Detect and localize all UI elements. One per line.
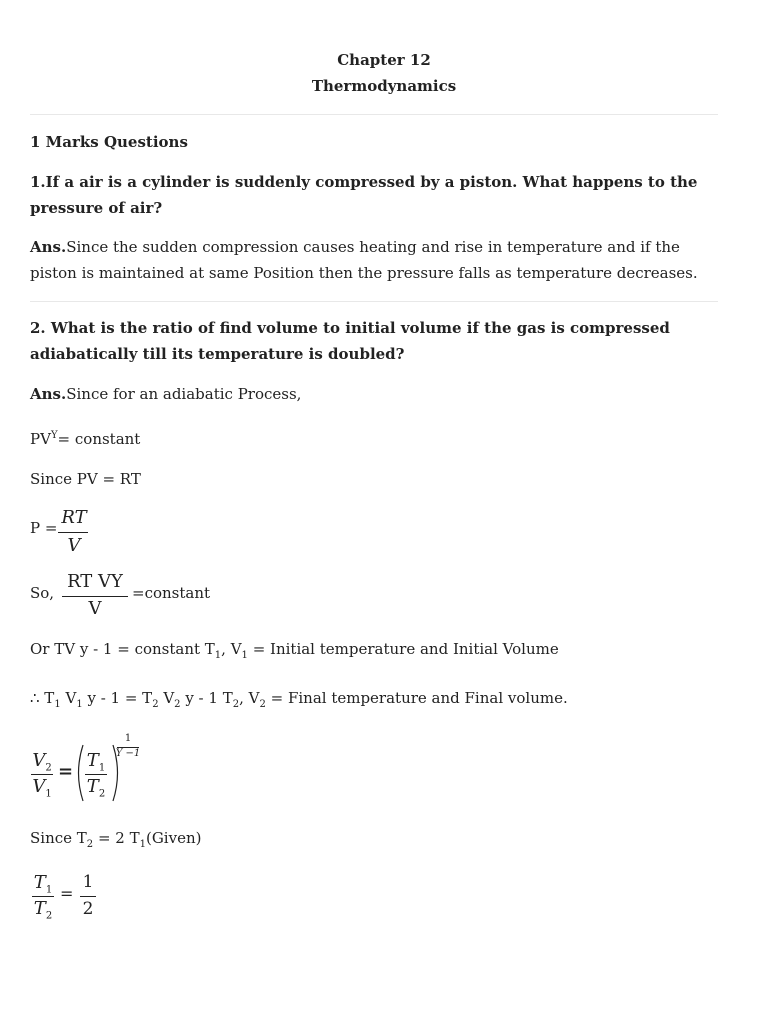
question-2: 2. What is the ratio of find volume to initial volume if the gas is compressed adiabatically till its temperature is doubled? [30,319,670,363]
text-run: = Final temperature and Final volume. [265,689,568,707]
eq-pv-base: PV [30,430,51,448]
fraction-bar [32,896,54,897]
text-run: ∴ T [30,689,55,707]
text-run: (Given) [145,829,202,847]
exponent-denominator: Y −1 [115,748,141,759]
answer-label: Ans. [30,385,67,403]
subscript: 1 [139,839,146,850]
answer-label: Ans. [30,238,67,256]
so-fraction-denominator: V [88,598,102,619]
one-numerator: 1 [82,872,94,892]
symbol: T [33,898,46,919]
text-run: = 2 T [93,829,140,847]
section-title: 1 Marks Questions [30,133,188,151]
text-run: V [60,689,77,707]
divider [30,114,718,115]
subscript: 2 [45,910,53,922]
text-run: , V [239,689,260,707]
subscript: 1 [54,699,61,710]
subscript: 1 [214,650,222,661]
t1-numerator [85,750,107,774]
answer-2-intro [30,382,720,408]
equation-pv-gamma [30,427,720,453]
symbol: T [33,872,46,893]
text-run: Or TV y - 1 = constant T [30,640,215,658]
p-fraction-denominator: V [67,535,81,556]
fraction-bar [85,774,107,775]
subscript: 2 [259,699,266,710]
p-equals-label: P = [30,519,58,537]
eq-pv-exponent: Y [50,430,58,441]
subscript: 1 [45,788,52,800]
eq-pv-rest: = constant [57,430,141,448]
fraction-bar [31,774,53,775]
subscript: 2 [174,699,181,710]
subscript: 2 [45,762,52,774]
text-run: , V [221,640,242,658]
since-pv-rt: Since PV = RT [30,470,141,488]
t2-denominator [32,898,54,922]
symbol: T [86,776,99,797]
divider [30,301,718,302]
subscript: 2 [86,839,94,850]
fraction-bar [80,896,96,897]
equals-sign: = [58,761,74,782]
text-run: V [158,689,175,707]
answer-1 [30,235,720,286]
symbol: T [86,750,99,771]
symbol: V [32,750,46,771]
or-tv-line [30,637,720,663]
subscript: 1 [241,650,248,661]
therefore-line [30,686,720,712]
text-run: y - 1 T [180,689,233,707]
subscript: 1 [98,762,106,774]
answer-1-text: Since the sudden compression causes heating and rise in temperature and if the piston is maintained at same Position then the pressure falls as temperature decreases. [30,238,698,282]
text-run: = Initial temperature and Initial Volume [247,640,559,658]
answer-2-intro-text: Since for an adiabatic Process, [66,385,302,403]
question-1: 1.If a air is a cylinder is suddenly compressed by a piston. What happens to the pressure of air? [30,173,698,217]
symbol: V [32,776,46,797]
exponent-numerator: 1 [124,733,132,744]
fraction-bar [58,532,88,533]
so-constant: =constant [132,584,211,602]
two-denominator: 2 [82,899,94,919]
so-fraction-numerator: RT VY [67,571,123,592]
so-label: So, [30,584,55,602]
subscript: 2 [152,699,159,710]
subject-heading: Thermodynamics [311,77,457,95]
t1-numerator [32,872,54,896]
subscript: 1 [45,884,53,896]
chapter-heading: Chapter 12 [337,51,431,69]
p-fraction-numerator: RT [61,507,87,528]
text-run: Since T [30,829,87,847]
since-t2-line [30,826,720,852]
fraction-bar [62,596,128,597]
t2-denominator [85,776,107,800]
text-run: y - 1 = T [82,689,153,707]
v2-numerator [31,750,53,774]
v1-denominator [31,776,53,800]
subscript: 1 [76,699,83,710]
equals-sign: = [60,884,74,903]
subscript: 2 [232,699,240,710]
subscript: 2 [98,788,106,800]
